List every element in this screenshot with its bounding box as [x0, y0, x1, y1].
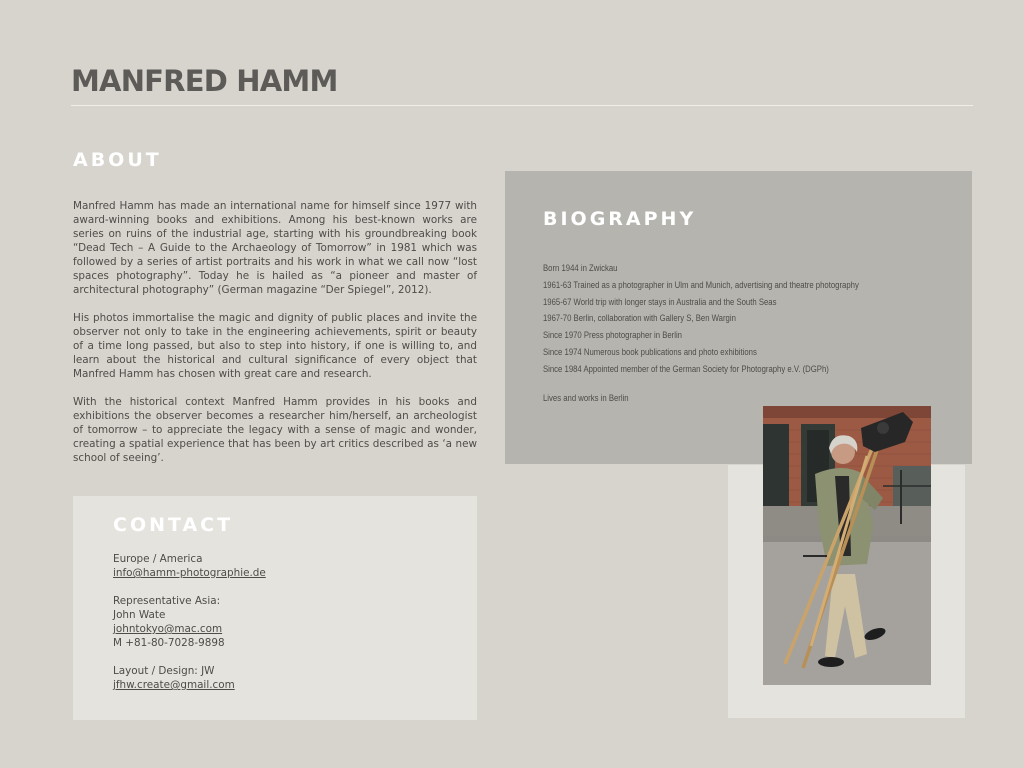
asia-representative-label: Representative Asia:: [113, 595, 221, 607]
contact-details: [113, 552, 453, 692]
biography-entry: 1967-70 Berlin, collaboration with Gallery S, Ben Wargin: [543, 313, 736, 324]
contact-heading: CONTACT: [113, 514, 234, 536]
design-email-link[interactable]: jfhw.create@gmail.com: [113, 679, 235, 691]
title-divider: [71, 105, 973, 106]
portrait-photo: [763, 406, 931, 685]
page-title: MANFRED HAMM: [71, 64, 338, 98]
biography-heading: BIOGRAPHY: [543, 208, 697, 230]
about-paragraph-3: With the historical context Manfred Hamm provides in his books and exhibitions the observer becomes a researcher him/herself, an archeologist of tomorrow – to appreciate the legacy with a sense of magic and wonder, creating a spatial experience that has been by art critics described as ‘a new school of seeing’.: [73, 396, 477, 464]
biography-list: [543, 260, 904, 378]
design-credit-label: Layout / Design: JW: [113, 665, 215, 677]
biography-footer: Lives and works in Berlin: [543, 393, 629, 403]
biography-entry: 1965-67 World trip with longer stays in Australia and the South Seas: [543, 296, 777, 307]
biography-entry: Since 1970 Press photographer in Berlin: [543, 330, 682, 341]
asia-representative-name: John Wate: [113, 609, 166, 621]
about-paragraph-1: Manfred Hamm has made an international name for himself since 1977 with award-winning books and exhibitions. Among his best-known works are series on ruins of the industrial age, starting with his groundbreaking book “Dead Tech – A Guide to the Archaeology of Tomorrow” in 1981 which was followed by a series of artist portraits and his work in what we call now “lost spaces photography”. Today he is hailed as “a pioneer and master of architectural photography” (German magazine “Der Spiegel”, 2012).: [73, 200, 477, 296]
biography-entry: 1961-63 Trained as a photographer in Ulm and Munich, advertising and theatre photography: [543, 279, 859, 290]
contact-email-link[interactable]: info@hamm-photographie.de: [113, 567, 266, 579]
asia-email-link[interactable]: johntokyo@mac.com: [113, 623, 223, 635]
asia-phone: M +81-80-7028-9898: [113, 637, 225, 649]
about-paragraph-2: His photos immortalise the magic and dignity of public places and invite the observer not only to take in the engineering achievements, spirit or beauty of a time long passed, but also to step into history, if one is willing to, and learn about the historical and cultural significance of every object that Manfred Hamm has chosen with great care and research.: [73, 312, 477, 380]
contact-region-label: Europe / America: [113, 553, 203, 565]
biography-entry: Since 1974 Numerous book publications and photo exhibitions: [543, 346, 757, 357]
door: [763, 424, 789, 506]
biography-entry: Since 1984 Appointed member of the German Society for Photography e.V. (DGPh): [543, 363, 829, 374]
about-heading: ABOUT: [73, 149, 162, 171]
biography-entry: Born 1944 in Zwickau: [543, 263, 618, 273]
about-text: [73, 199, 477, 479]
